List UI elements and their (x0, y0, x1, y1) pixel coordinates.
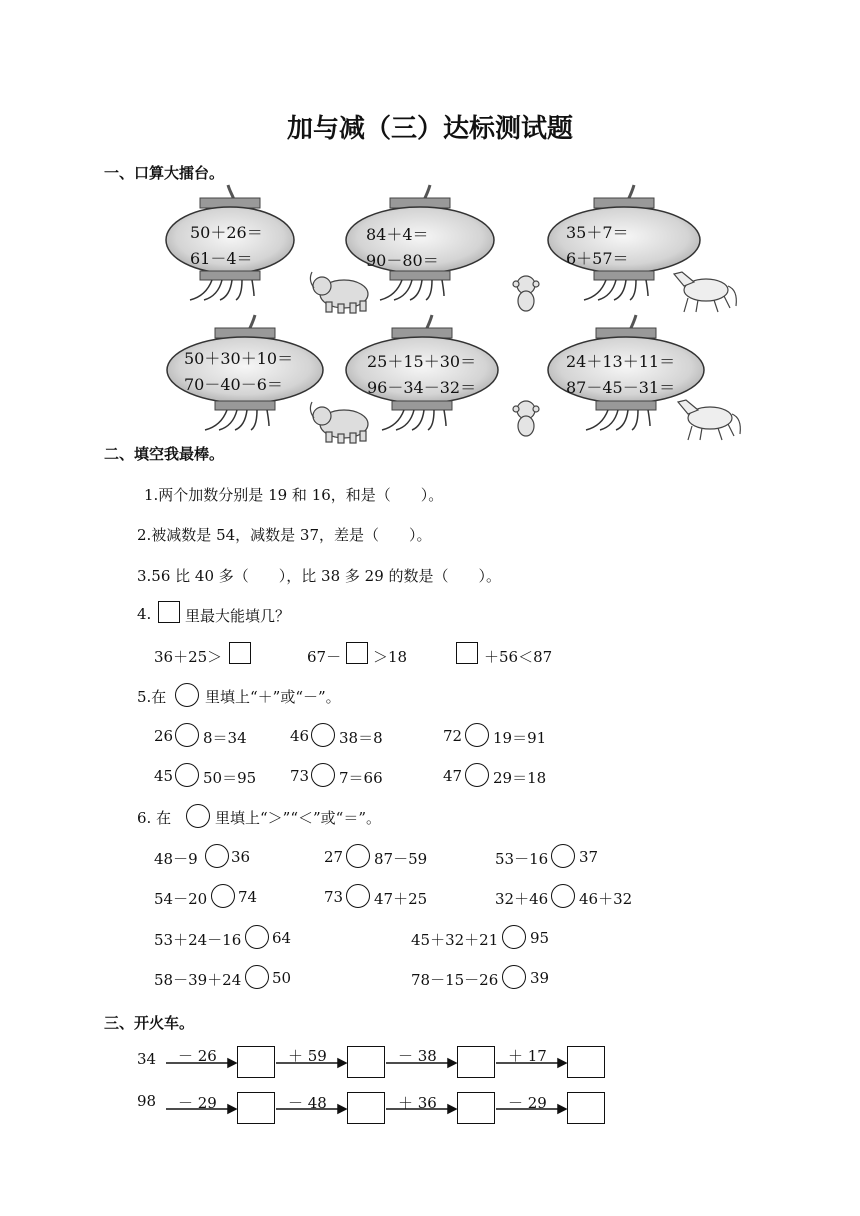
answer-box[interactable] (229, 642, 251, 664)
expression: 96－34－32＝ (367, 378, 477, 397)
expr-right: 64 (272, 929, 292, 947)
answer-circle[interactable] (245, 965, 269, 989)
page-title: 加与减（三）达标测试题 (286, 114, 573, 144)
question-2: 2.被减数是 54，减数是 37，差是（ ）。 (137, 526, 432, 544)
train-answer-box[interactable] (237, 1092, 275, 1124)
train-answer-box[interactable] (457, 1046, 495, 1078)
question-1: 1.两个加数分别是 19 和 16，和是（ ）。 (144, 486, 444, 504)
expr-right: 8＝34 (203, 729, 247, 747)
question-6-text: 里填上“＞”“＜”或“＝”。 (215, 809, 382, 827)
answer-circle (175, 683, 199, 707)
train-operation: － 48 (288, 1094, 327, 1112)
train-operation: － 29 (178, 1094, 217, 1112)
section-2-heading: 二、填空我最棒。 (104, 445, 225, 463)
expr-left: 53＋24－16 (154, 931, 242, 949)
train-operation: － 38 (398, 1047, 437, 1065)
answer-circle[interactable] (551, 884, 575, 908)
expr-right: 87－59 (374, 850, 428, 868)
expr-right: 50 (272, 969, 292, 987)
expr-right: 47＋25 (374, 890, 428, 908)
train-operation: ＋ 59 (288, 1047, 327, 1065)
answer-circle[interactable] (211, 884, 235, 908)
expression: 90－80＝ (366, 251, 439, 270)
expr-left: 72 (443, 727, 463, 745)
expression: 6＋57＝ (566, 249, 629, 268)
train-start-number: 98 (137, 1092, 157, 1110)
q4-item-b-left: 67－ (307, 648, 342, 666)
expr-left: 58－39＋24 (154, 971, 242, 989)
question-6-prefix: 6. 在 (137, 809, 172, 827)
expression: 50＋26＝ (190, 223, 263, 242)
train-operation: ＋ 36 (398, 1094, 437, 1112)
question-3: 3.56 比 40 多（ ），比 38 多 29 的数是（ ）。 (137, 567, 502, 585)
expr-left: 45＋32＋21 (411, 931, 499, 949)
elephant-icon-2 (310, 402, 368, 443)
expression: 84＋4＝ (366, 225, 429, 244)
q4-item-c: ＋56＜87 (484, 648, 553, 666)
answer-circle[interactable] (465, 763, 489, 787)
expr-left: 73 (324, 888, 344, 906)
lantern-5-text (367, 349, 476, 401)
expr-left: 46 (290, 727, 310, 745)
answer-circle[interactable] (245, 925, 269, 949)
expr-left: 26 (154, 727, 174, 745)
answer-box (158, 601, 180, 623)
expr-left: 27 (324, 848, 344, 866)
expr-left: 48－9 (154, 850, 198, 868)
q4-item-a: 36＋25＞ (154, 648, 223, 666)
question-5-text: 里填上“＋”或“－”。 (205, 688, 341, 706)
train-answer-box[interactable] (567, 1092, 605, 1124)
monkey-icon (513, 276, 539, 311)
expr-right: 50＝95 (203, 769, 257, 787)
expr-left: 54－20 (154, 890, 208, 908)
answer-circle[interactable] (205, 844, 229, 868)
expr-left: 78－15－26 (411, 971, 499, 989)
answer-circle[interactable] (346, 884, 370, 908)
expression: 25＋15＋30＝ (367, 352, 477, 371)
answer-box[interactable] (346, 642, 368, 664)
lantern-4-text (184, 346, 293, 398)
expression: 61－4＝ (190, 249, 253, 268)
train-answer-box[interactable] (347, 1046, 385, 1078)
expr-left: 32＋46 (495, 890, 549, 908)
expr-right: 7＝66 (339, 769, 383, 787)
answer-circle[interactable] (311, 723, 335, 747)
expr-right: 37 (579, 848, 599, 866)
train-answer-box[interactable] (347, 1092, 385, 1124)
question-4-text: 里最大能填几？ (185, 607, 291, 625)
lantern-6-text (566, 349, 675, 401)
answer-circle[interactable] (311, 763, 335, 787)
lantern-1-text (190, 220, 263, 272)
monkey-icon-2 (513, 401, 539, 436)
expression: 70－40－6＝ (184, 375, 283, 394)
train-answer-box[interactable] (567, 1046, 605, 1078)
expr-left: 73 (290, 767, 310, 785)
section-1-heading: 一、口算大擂台。 (104, 164, 225, 182)
expr-right: 29＝18 (493, 769, 547, 787)
question-5-prefix: 5.在 (137, 688, 167, 706)
answer-circle[interactable] (502, 925, 526, 949)
expr-right: 38＝8 (339, 729, 383, 747)
answer-circle[interactable] (502, 965, 526, 989)
question-4-prefix: 4. (137, 605, 152, 623)
train-answer-box[interactable] (457, 1092, 495, 1124)
answer-circle[interactable] (551, 844, 575, 868)
expr-right: 74 (238, 888, 258, 906)
expression: 87－45－31＝ (566, 378, 676, 397)
expr-left: 47 (443, 767, 463, 785)
train-operation: － 29 (508, 1094, 547, 1112)
answer-circle[interactable] (465, 723, 489, 747)
answer-circle[interactable] (175, 723, 199, 747)
expr-right: 95 (530, 929, 550, 947)
train-answer-box[interactable] (237, 1046, 275, 1078)
lantern-3-text (566, 220, 629, 272)
expression: 35＋7＝ (566, 223, 629, 242)
expr-right: 36 (231, 848, 251, 866)
train-operation: ＋ 17 (508, 1047, 547, 1065)
expr-left: 53－16 (495, 850, 549, 868)
expr-right: 39 (530, 969, 550, 987)
q4-item-b-right: ＞18 (373, 648, 408, 666)
horse-icon (674, 272, 736, 312)
train-operation: － 26 (178, 1047, 217, 1065)
expr-right: 46＋32 (579, 890, 633, 908)
answer-circle[interactable] (346, 844, 370, 868)
train-start-number: 34 (137, 1050, 157, 1068)
horse-icon-2 (678, 400, 740, 440)
answer-circle[interactable] (175, 763, 199, 787)
answer-circle (186, 804, 210, 828)
lantern-2-text (366, 222, 439, 274)
expression: 24＋13＋11＝ (566, 352, 676, 371)
section-3-heading: 三、开火车。 (104, 1014, 195, 1032)
answer-box[interactable] (456, 642, 478, 664)
expr-left: 45 (154, 767, 174, 785)
expression: 50＋30＋10＝ (184, 349, 294, 368)
expr-right: 19＝91 (493, 729, 547, 747)
elephant-icon (310, 272, 368, 313)
